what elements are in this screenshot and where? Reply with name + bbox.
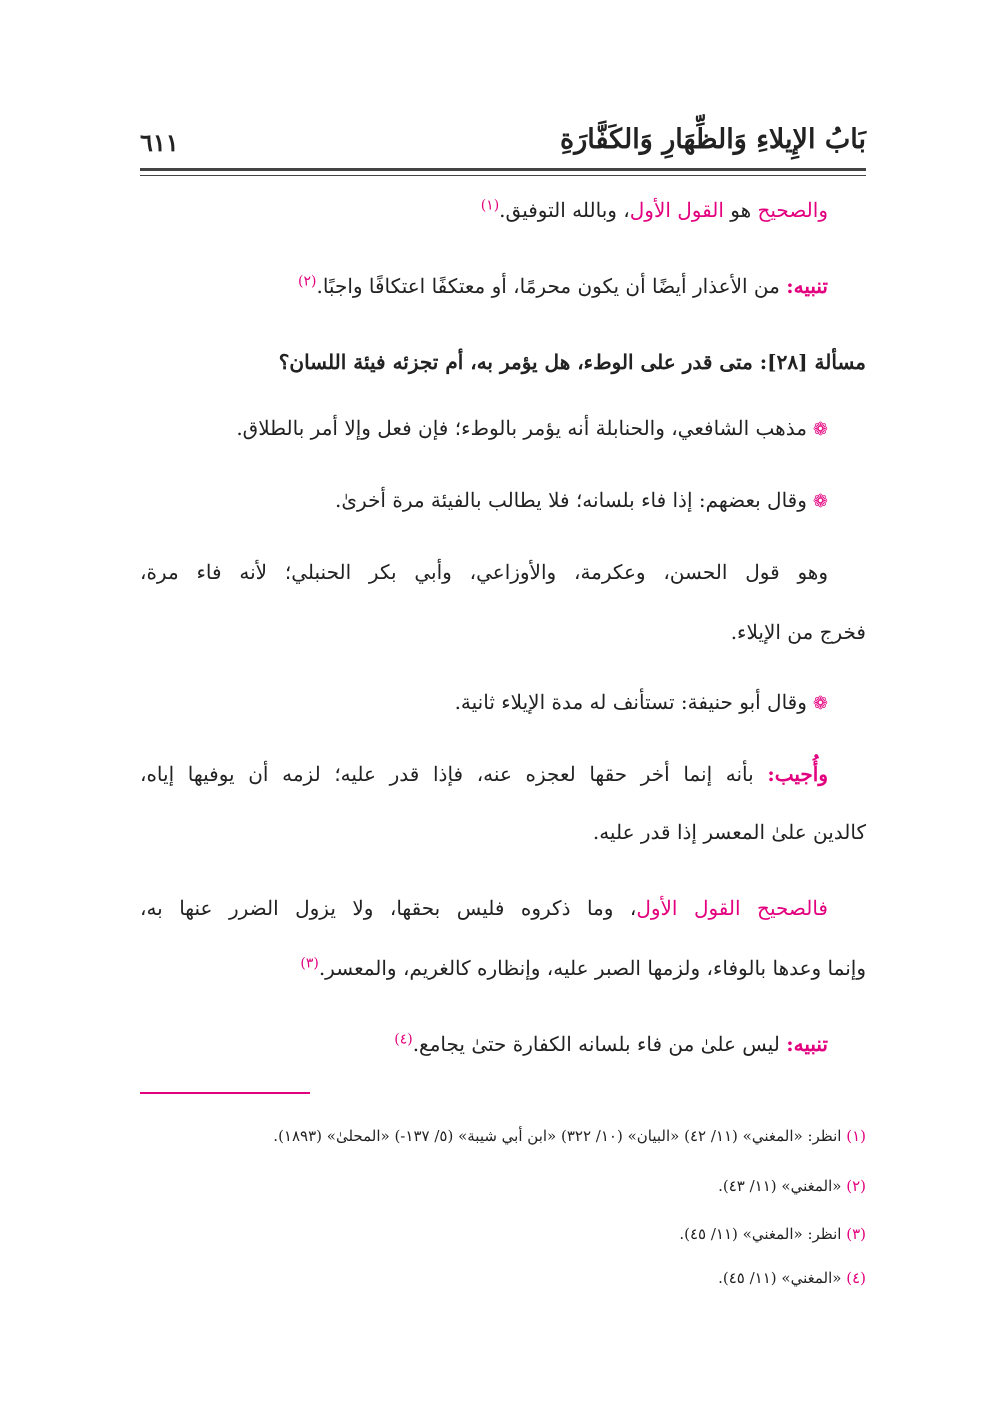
note-keyword: وأُجيب: [767,762,828,786]
body-text: وهو قول الحسن، وعكرمة، والأوزاعي، وأبي بكر الحنبلي؛ لأنه فاء مرة، [140,560,828,584]
header-rule-thick [140,168,866,171]
body-text: وقال أبو حنيفة: تستأنف له مدة الإيلاء ثانية. [454,690,807,714]
body-text: ليس علىٰ من فاء بلسانه الكفارة حتىٰ يجامع. [412,1032,787,1056]
footnote-text: «المغني» (١١/ ٤٣). [718,1177,847,1195]
page-header [140,118,866,168]
body-text: بأنه إنما أخر حقها لعجزه عنه، فإذا قدر عليه؛ لزمه أن يوفيها إياه، [140,762,768,786]
footnote-text: «المغني» (١١/ ٤٥). [718,1269,847,1287]
body-text: مذهب الشافعي، والحنابلة أنه يؤمر بالوطء؛ فإن فعل وإلا أمر بالطلاق. [236,416,807,440]
issue-heading [140,347,866,377]
flower-bullet-icon: ❁ [812,419,828,440]
page-number: ٦١١ [140,128,179,157]
note-keyword: تنبيه: [786,274,828,298]
footnote-number: (١) [846,1127,866,1145]
body-text: هو [723,198,758,222]
bullet-item [140,485,828,517]
text-line [140,759,828,789]
footnote [140,1175,866,1197]
footnote [140,1125,866,1147]
text-line [140,893,828,923]
issue-label: مسألة [٢٨]: [759,350,866,374]
footnote-ref[interactable]: (٢) [298,273,317,290]
chapter-title: بَابُ الإِيلاءِ وَالظِّهَارِ وَالكَفَّارَةِ [560,124,866,155]
issue-question: متى قدر على الوطء، هل يؤمر به، أم تجزئه فيئة اللسان؟ [278,350,760,374]
body-text: فخرج من الإيلاء. [730,620,866,644]
bullet-item [140,687,828,719]
text-line [140,1029,828,1059]
highlight-text: فالصحيح القول الأول [636,896,828,920]
body-text: وقال بعضهم: إذا فاء بلسانه؛ فلا يطالب بالفيئة مرة أخرىٰ. [335,488,807,512]
text-line [140,557,828,587]
text-line [140,817,866,847]
footnote [140,1267,866,1289]
footnote-ref[interactable]: (٣) [300,955,319,972]
highlight-text: القول الأول [629,198,724,222]
footnote-text: انظر: «المغني» (١١/ ٤٢) «البيان» (١٠/ ٣٢٢) «ابن أبي شيبة» (٥/ ١٣٧-) «المحلىٰ» (١٨٩٣). [273,1127,847,1145]
bullet-item [140,413,828,445]
text-line [140,617,866,647]
body-text: وإنما وعدها بالوفاء، ولزمها الصبر عليه، وإنظاره كالغريم، والمعسر. [318,956,866,980]
flower-bullet-icon: ❁ [812,693,828,714]
body-text: ، وما ذكروه فليس بحقها، ولا يزول الضرر عنها به، [140,896,637,920]
body-text: من الأعذار أيضًا أن يكون محرمًا، أو معتكفًا اعتكافًا واجبًا. [316,274,787,298]
footnote [140,1223,866,1245]
footnote-ref[interactable]: (٤) [394,1031,413,1048]
body-text: كالدين علىٰ المعسر إذا قدر عليه. [592,820,866,844]
text-line [140,195,828,225]
text-line [140,271,828,301]
footnote-text: انظر: «المغني» (١١/ ٤٥). [679,1225,847,1243]
highlight-text: والصحيح [757,198,828,222]
footnote-number: (٣) [846,1225,866,1243]
book-page [140,0,866,1418]
note-keyword: تنبيه: [786,1032,828,1056]
header-rule-thin [140,175,866,176]
footnote-ref[interactable]: (١) [480,197,500,214]
footnote-number: (٢) [846,1177,866,1195]
footnote-number: (٤) [846,1269,866,1287]
footnote-rule [140,1092,310,1094]
flower-bullet-icon: ❁ [812,491,828,512]
text-line [140,953,866,983]
body-text: ، وبالله التوفيق. [499,198,630,222]
